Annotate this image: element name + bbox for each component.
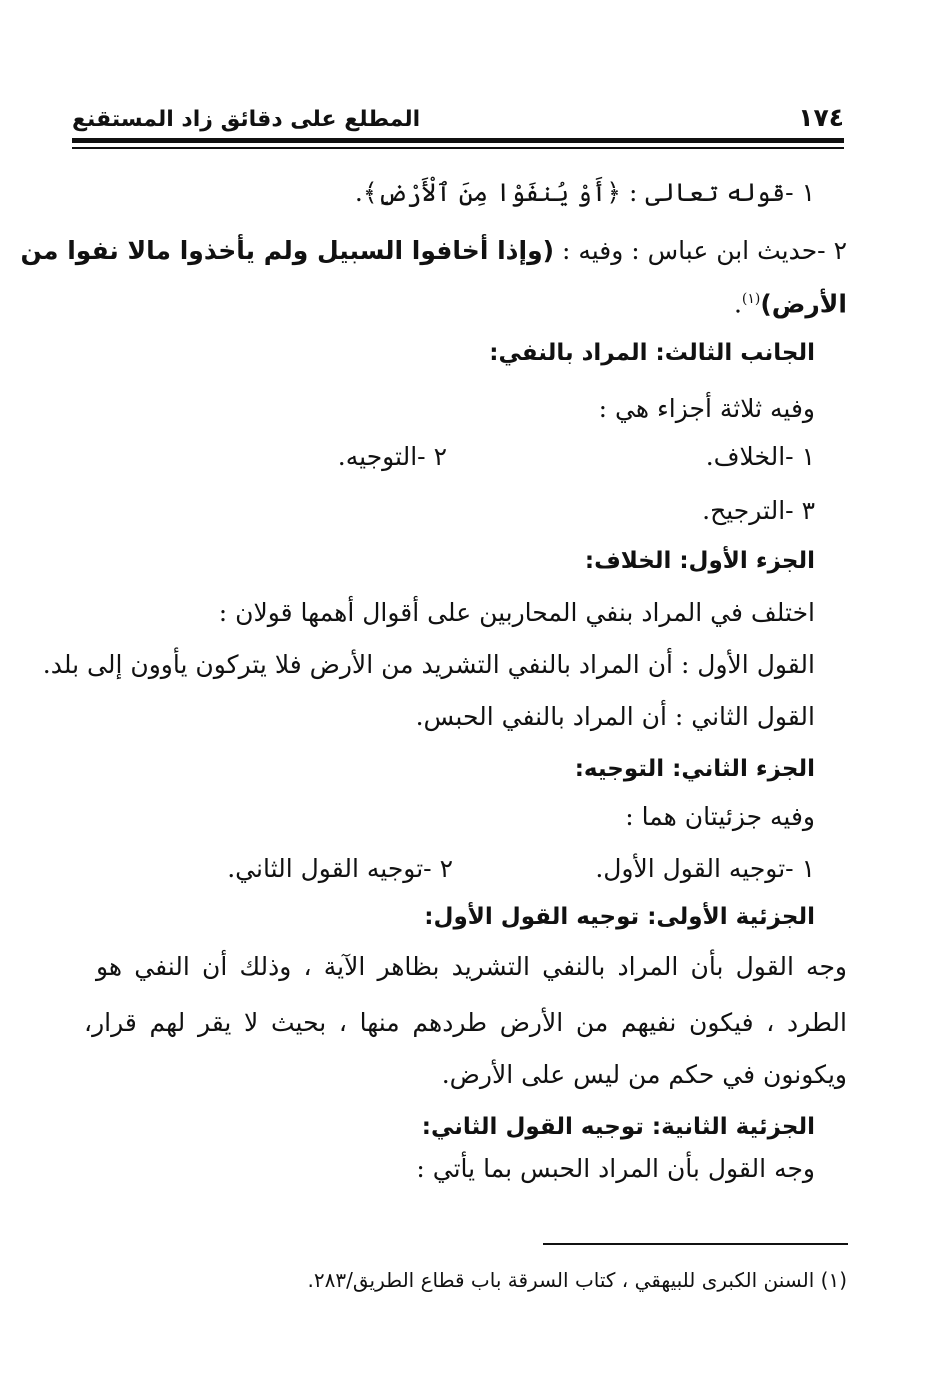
list-item: ٢ -توجيه القول الثاني. — [227, 854, 453, 883]
subheading: الجزئية الأولى: توجيه القول الأول: — [424, 904, 815, 930]
hadith-intro: ٢ -حديث ابن عباس : وفيه : — [554, 236, 847, 265]
list-item: ١ -الخلاف. — [705, 442, 815, 471]
page-header — [72, 96, 844, 132]
header-rule-thick — [72, 138, 844, 143]
paragraph-line: وجه القول بأن المراد الحبس بما يأتي : — [416, 1154, 815, 1183]
paragraph-line: وفيه جزئيتان هما : — [625, 802, 815, 831]
page-number: ١٧٤ — [798, 103, 844, 132]
hadith-quote-end: الأرض) — [760, 289, 847, 319]
verse-line: ١ -قوله تعالى : ﴿أَوْ يُنفَوْا مِنَ ٱلْأَرْضِ﴾. — [354, 178, 815, 207]
header-rule-thin — [72, 147, 844, 149]
subsection-heading: الجزء الثاني: التوجيه: — [574, 756, 815, 782]
hadith-line-1 — [20, 234, 847, 268]
hadith-quote: (وإذا أخافوا السبيل ولم يأخذوا مالا نفوا من — [20, 236, 555, 265]
list-item: ١ -توجيه القول الأول. — [595, 854, 815, 883]
footnote-ref: (١) — [741, 291, 761, 307]
paragraph-line: الطرد ، فيكون نفيهم من الأرض طردهم منها ، بحيث لا يقر لهم قرار، — [84, 1008, 847, 1037]
paragraph-line: ويكونون في حكم من ليس على الأرض. — [441, 1060, 847, 1089]
list-item: ٣ -الترجيح. — [702, 496, 815, 525]
paragraph-line: وفيه ثلاثة أجزاء هي : — [598, 394, 815, 423]
paragraph-line: اختلف في المراد بنفي المحاربين على أقوال أهمها قولان : — [218, 598, 815, 627]
section-heading: الجانب الثالث: المراد بالنفي: — [489, 340, 815, 366]
subsection-heading: الجزء الأول: الخلاف: — [584, 548, 815, 574]
paragraph-line: وجه القول بأن المراد بالنفي التشريد بظاهر الآية ، وذلك أن النفي هو — [96, 952, 847, 981]
paragraph-line: القول الأول : أن المراد بالنفي التشريد من الأرض فلا يتركون يأوون إلى بلد. — [42, 650, 815, 679]
list-item: ٢ -التوجيه. — [337, 442, 447, 471]
footnote: (١) السنن الكبرى للبيهقي ، كتاب السرقة باب قطاع الطريق/٢٨٣. — [307, 1268, 847, 1292]
period: . — [733, 289, 742, 319]
subheading: الجزئية الثانية: توجيه القول الثاني: — [421, 1114, 815, 1140]
running-title: المطلع على دقائق زاد المستقنع — [72, 107, 421, 132]
hadith-line-2 — [80, 282, 847, 321]
paragraph-line: القول الثاني : أن المراد بالنفي الحبس. — [415, 702, 815, 731]
footnote-rule — [543, 1243, 848, 1245]
